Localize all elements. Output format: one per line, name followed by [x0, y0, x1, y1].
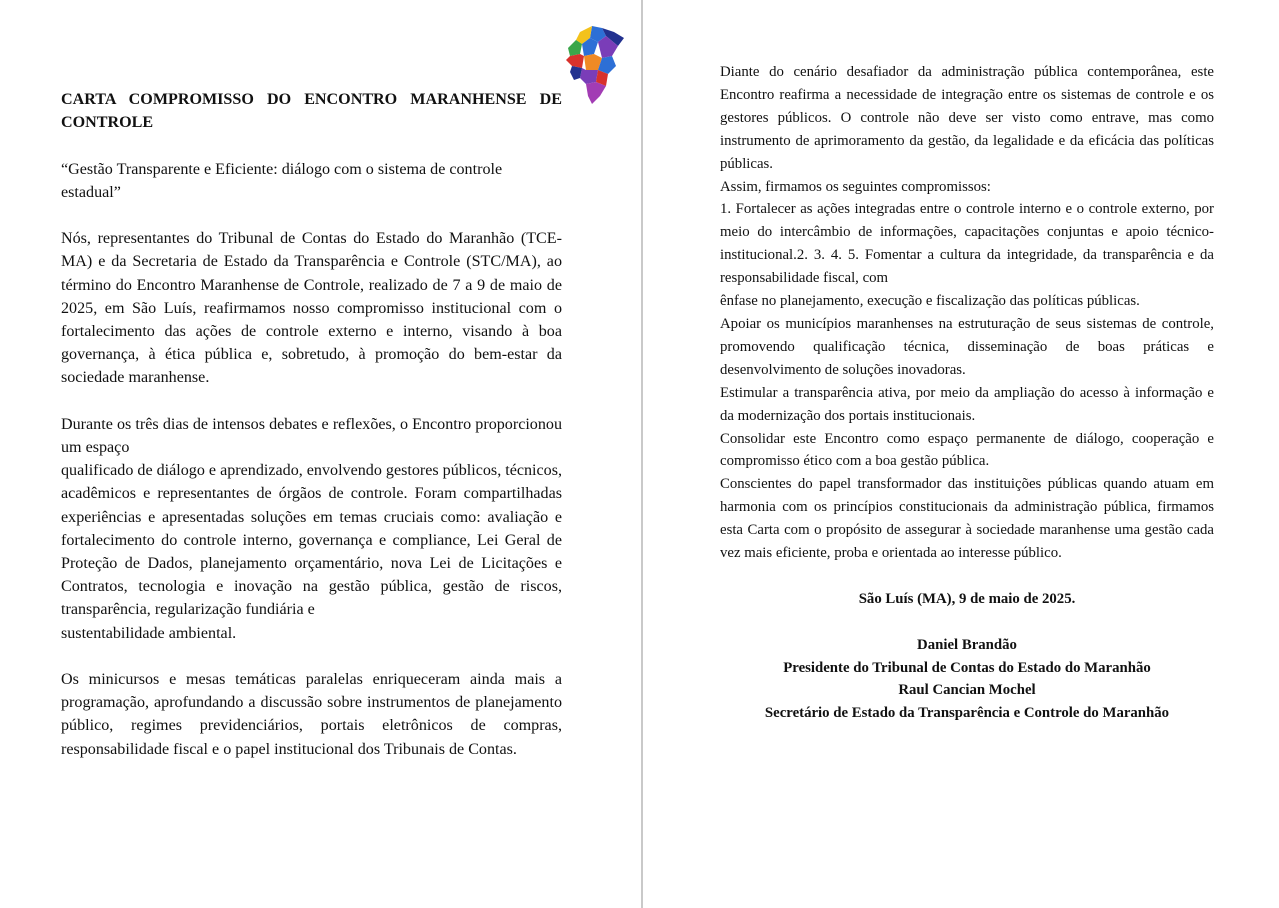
signer-1-role: Presidente do Tribunal de Contas do Estado do Maranhão — [783, 659, 1151, 676]
signer-2-role: Secretário de Estado da Transparência e Controle do Maranhão — [764, 705, 1170, 722]
paragraph-minicourses: Os minicursos e mesas temáticas paralelas enriqueceram ainda mais a programação, aprofundando a discussão sobre instrumentos de planejamento público, regimes previdenciários, portais eletrônicos de compras, responsabilidade fiscal e o papel institucional dos Tribunais de Contas. — [61, 671, 562, 758]
place-date: São Luís (MA), 9 de maio de 2025. — [858, 590, 1076, 607]
commitment-strengthen-end: ênfase no planejamento, execução e fiscalização das políticas públicas. — [720, 293, 1140, 310]
paragraph-scenario: Diante do cenário desafiador da administração pública contemporânea, este Encontro reafirma a necessidade de integração entre os sistemas de controle e os gestores públicos. O controle não deve ser visto como entrave, mas como instrumento de aprimoramento da gestão, da legalidade e da eficácia das políticas públicas. — [720, 64, 1214, 172]
commitment-transparency: Estimular a transparência ativa, por meio da ampliação do acesso à informação e da modernização dos portais institucionais. — [720, 384, 1214, 424]
maranhao-map-logo-icon — [562, 22, 626, 106]
signer-1-name: Daniel Brandão — [917, 636, 1017, 653]
document-title: CARTA COMPROMISSO DO ENCONTRO MARANHENSE DE CONTROLE — [61, 91, 562, 132]
paragraph-debates-body: qualificado de diálogo e aprendizado, envolvendo gestores públicos, técnicos, acadêmicos e representantes de órgãos de controle. Foram compartilhadas experiências e apresentadas soluções em temas cruciais como: avaliação e fortalecimento do controle interno, governança e compliance, Lei Geral de Proteção de Dados, planejamento orçamentário, nova Lei de Licitações e Contratos, tecnologia e inovação na gestão pública, gestão de riscos, transparência, regularização fundiária e — [61, 462, 562, 619]
left-text-column — [61, 88, 562, 761]
paragraph-representatives: Nós, representantes do Tribunal de Contas do Estado do Maranhão (TCE-MA) e da Secretaria de Estado da Transparência e Controle (STC/MA), ao término do Encontro Maranhense de Controle, realizado de 7 a 9 de maio de 2025, em São Luís, reafirmamos nosso compromisso institucional com o fortalecimento das ações de controle externo e interno, visando à boa governança, à ética pública e, sobretudo, à promoção do bem-estar da sociedade maranhense. — [61, 230, 562, 387]
commitment-support-municipalities: Apoiar os municípios maranhenses na estruturação de seus sistemas de controle, promovendo qualificação técnica, disseminação de boas práticas e desenvolvimento de soluções inovadoras. — [720, 315, 1214, 378]
paragraph-debates-intro: Durante os três dias de intensos debates e reflexões, o Encontro proporcionou um espaço — [61, 415, 562, 456]
commitment-strengthen: 1. Fortalecer as ações integradas entre o controle interno e o controle externo, por meio do intercâmbio de informações, capacitações conjuntas e apoio técnico-institucional.2. 3. 4. 5. Fomentar a cultura da integridade, da transparência e da responsabilidade fiscal, com — [720, 201, 1214, 287]
document-subtitle: “Gestão Transparente e Eficiente: diálogo com o sistema de controle estadual” — [61, 160, 503, 201]
commitments-intro: Assim, firmamos os seguintes compromissos: — [720, 178, 991, 195]
signer-2-name: Raul Cancian Mochel — [898, 682, 1036, 699]
paragraph-debates-end: sustentabilidade ambiental. — [61, 624, 237, 642]
commitment-consolidate: Consolidar este Encontro como espaço permanente de diálogo, cooperação e compromisso ético com a boa gestão pública. — [720, 430, 1214, 470]
document-page-right — [643, 0, 1279, 908]
right-text-column — [720, 61, 1214, 725]
closing-paragraph: Conscientes do papel transformador das instituições públicas quando atuam em harmonia com os princípios constitucionais da administração pública, firmamos esta Carta com o propósito de assegurar à sociedade maranhense uma gestão cada vez mais eficiente, proba e orientada ao interesse público. — [720, 476, 1214, 562]
